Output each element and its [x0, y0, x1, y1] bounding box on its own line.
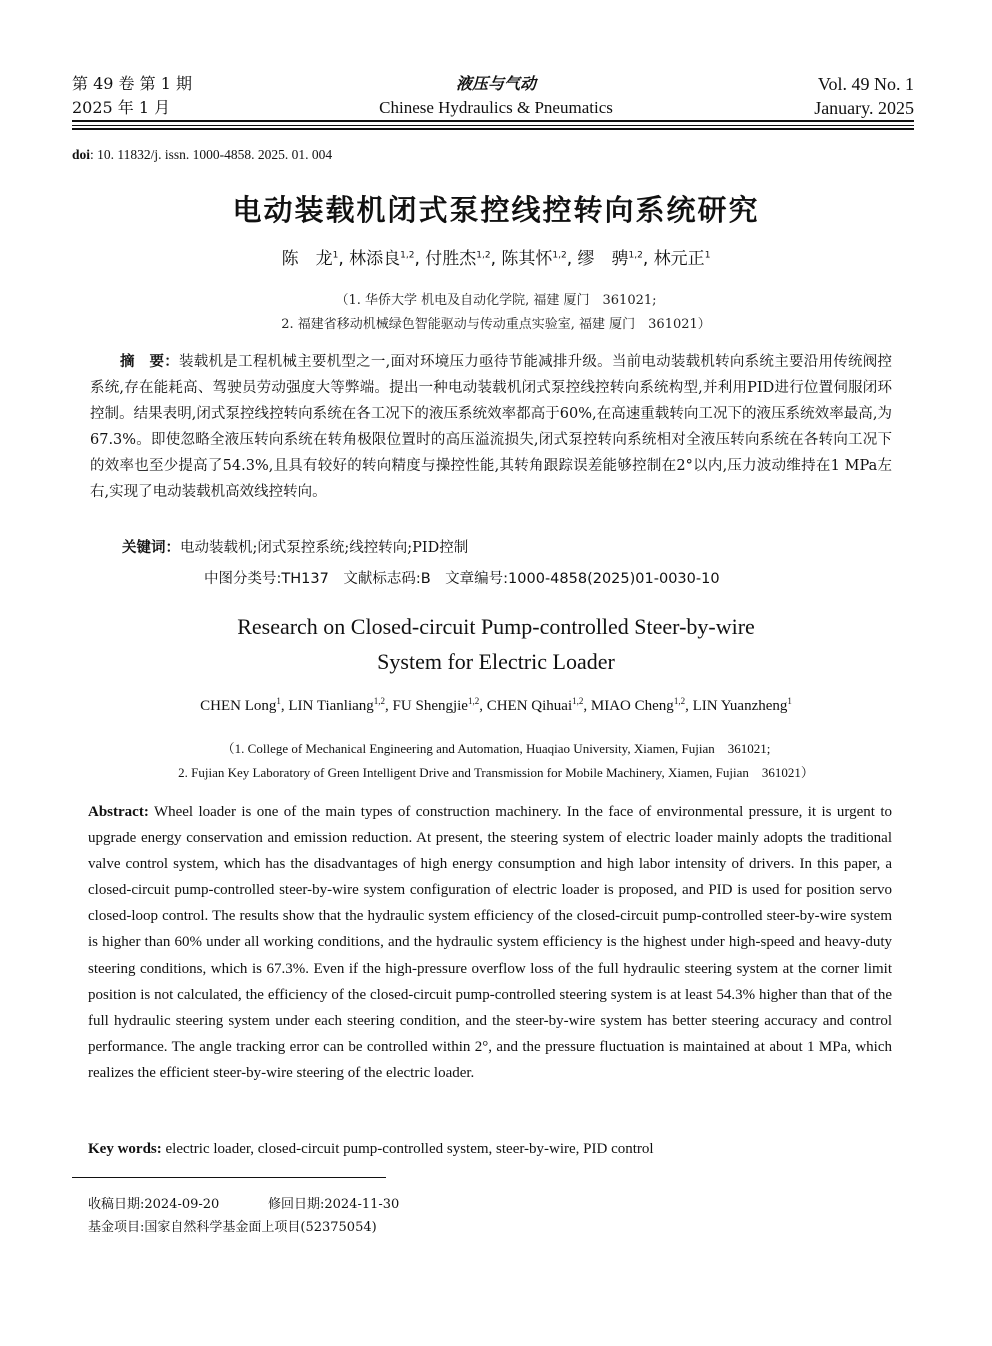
abstract-en-label: Abstract:: [88, 804, 149, 820]
author-cn: 林添良$^{1,2}$: [349, 249, 415, 269]
authors-cn: 陈 龙$^1$, 林添良$^{1,2}$, 付胜杰$^{1,2}$, 陈其怀$^{1,2}$, 缪 骋$^{1,2}$, 林元正$^1$: [281, 249, 711, 269]
author-en: CHEN Qihuai$^{1,2}$: [486, 696, 584, 714]
title-en-line1: Research on Closed-circuit Pump-controlled Steer-by-wire: [237, 614, 755, 639]
author-en: FU Shengjie$^{1,2}$: [392, 696, 480, 714]
abstract-cn: [90, 349, 892, 505]
affiliation-cn-2: 2. 福建省移动机械绿色智能驱动与传动重点实验室, 福建 厦门 361021）: [281, 317, 711, 332]
abstract-en: [88, 799, 892, 1086]
footnote-fund: 基金项目:国家自然科学基金面上项目(52375054): [88, 1220, 377, 1235]
author-en: LIN Tianliang$^{1,2}$: [288, 696, 386, 714]
keywords-cn-label: 关键词：: [122, 540, 180, 556]
doi-label: doi: [72, 147, 91, 162]
date-en: January. 2025: [814, 98, 914, 118]
header-rule: [72, 120, 914, 122]
doi: doi: 10. 11832/j. issn. 1000-4858. 2025. 01. 004: [72, 147, 333, 162]
author-en: LIN Yuanzheng$^1$: [692, 696, 792, 714]
journal-cn: 液压与气动: [455, 74, 536, 93]
affiliation-en-2: 2. Fujian Key Laboratory of Green Intelligent Drive and Transmission for Mobile Machinery, Xiamen, Fujian 361021）: [178, 765, 814, 780]
abstract-cn-text: 装载机是工程机械主要机型之一,面对环境压力亟待节能减排升级。当前电动装载机转向系统主要沿用传统阀控系统,存在能耗高、驾驶员劳动强度大等弊端。提出一种电动装载机闭式泵控线控转向系统构型,并利用PID进行位置伺服闭环控制。结果表明,闭式泵控线控转向系统在各工况下的液压系统效率都高于60%,在高速重载转向工况下的液压系统效率最高,为67.3%。即使忽略全液压转向系统在转角极限位置时的高压溢流损失,闭式泵控转向系统相对全液压转向系统在各转向工况下的效率也至少提高了54.3%,且具有较好的转向精度与操控性能,其转角跟踪误差能够控制在2°以内,压力波动维持在1 MPa左右,实现了电动装载机高效线控转向。: [90, 354, 892, 500]
footnote-received: 收稿日期:2024-09-20: [88, 1197, 220, 1212]
issue-en: Vol. 49 No. 1: [817, 74, 914, 94]
author-cn: 缪 骋$^{1,2}$: [577, 249, 643, 269]
title-en-line2: System for Electric Loader: [377, 649, 615, 674]
affiliation-cn-1: （1. 华侨大学 机电及自动化学院, 福建 厦门 361021;: [335, 293, 657, 308]
author-cn: 陈其怀$^{1,2}$: [501, 249, 567, 269]
keywords-en-text: electric loader, closed-circuit pump-controlled system, steer-by-wire, PID control: [165, 1141, 654, 1157]
authors-en: CHEN Long$^1$, LIN Tianliang$^{1,2}$, FU Shengjie$^{1,2}$, CHEN Qihuai$^{1,2}$, MIAO Cheng$^{1,2}$, LIN Yuanzheng$^1$: [200, 696, 792, 714]
keywords-en-label: Key words:: [88, 1141, 162, 1157]
author-cn: 陈 龙$^1$: [281, 249, 339, 269]
author-cn: 林元正$^1$: [653, 249, 711, 269]
author-cn: 付胜杰$^{1,2}$: [425, 249, 491, 269]
author-en: CHEN Long$^1$: [200, 696, 281, 714]
doi-value: 10. 11832/j. issn. 1000-4858. 2025. 01. 004: [97, 147, 333, 162]
header-rule: [72, 128, 914, 130]
footnote-rule: [72, 1177, 386, 1178]
classification: 中图分类号:TH137 文献标志码:B 文章编号:1000-4858(2025)01-0030-10: [204, 571, 720, 587]
author-en: MIAO Cheng$^{1,2}$: [590, 696, 686, 714]
keywords-en: [88, 1141, 654, 1158]
abstract-cn-label: 摘 要：: [120, 354, 180, 370]
date-cn: 2025 年 1 月: [72, 98, 171, 117]
keywords-cn-text: 电动装载机;闭式泵控系统;线控转向;PID控制: [180, 540, 469, 556]
footnote-revised: 修回日期:2024-11-30: [268, 1197, 400, 1212]
title-cn: 电动装载机闭式泵控线控转向系统研究: [232, 193, 760, 227]
issue-cn: 第 49 卷 第 1 期: [72, 74, 192, 93]
header-rule: [72, 125, 914, 126]
abstract-en-text: Wheel loader is one of the main types of construction machinery. In the face of environmental pressure, it is urgent to upgrade energy conservation and emission reduction. At present, the steering system of electric loader mainly adopts the traditional valve control system, which has the disadvantages of high energy consumption and high labor intensity of drivers. In this paper, a closed-circuit pump-controlled steer-by-wire system configuration of electric loader is proposed, and PID is used for position servo closed-loop control. The results show that the hydraulic system efficiency of the closed-circuit pump-controlled steer-by-wire system is higher than 60% under all working conditions, and the hydraulic system efficiency is the highest under high-speed and heavy-duty steering conditions, which is 67.3%. Even if the high-pressure overflow loss of the full hydraulic steering system at the corner limit position is not calculated, the efficiency of the closed-circuit pump-controlled steering system is at least 54.3% higher than that of the full hydraulic steering system under each steering condition, and the steer-by-wire system has better steering accuracy and control performance. The angle tracking error can be controlled within 2°, and the pressure fluctuation is maintained at about 1 MPa, which realizes the efficient steer-by-wire steering of the electric loader.: [88, 804, 892, 1081]
affiliation-en-1: （1. College of Mechanical Engineering and Automation, Huaqiao University, Xiamen, Fujian 361021;: [221, 741, 771, 756]
keywords-cn: [122, 536, 468, 557]
journal-en: Chinese Hydraulics & Pneumatics: [379, 98, 613, 117]
